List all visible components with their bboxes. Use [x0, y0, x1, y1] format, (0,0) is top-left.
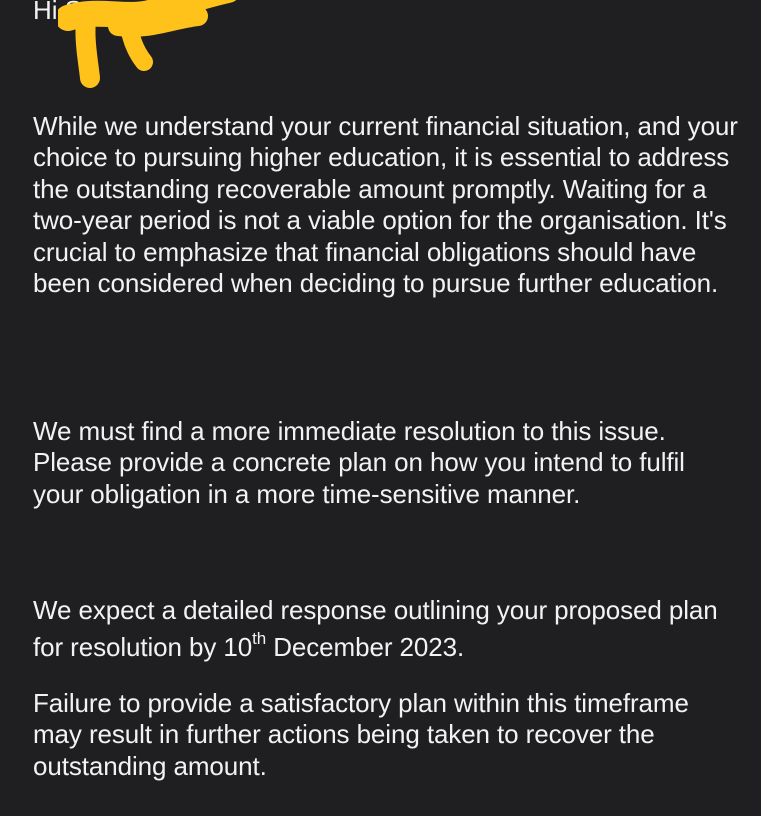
body-paragraph-2: We must find a more immediate resolution to this issue. Please provide a concrete plan on how you intend to fulfil your obligation in a more time-sensitive manner.: [33, 416, 685, 509]
body-paragraph-4: Failure to provide a satisfactory plan within this timeframe may result in further actions being taken to recover the outstanding amount.: [33, 688, 689, 781]
body-paragraph-1: While we understand your current financial situation, and your choice to pursuing higher education, it is essential to address the outstanding recoverable amount promptly. Waiting for a two-year period is not a viable option for the organisation. It's crucial to emphasize that financial obligations should have been considered when deciding to pursue further education.: [33, 111, 738, 299]
date-superscript: th: [252, 629, 267, 649]
body-paragraph-3: [33, 592, 738, 666]
redaction-scribble: [58, 0, 238, 90]
paragraph-3-text-before: We expect a detailed response outlining your proposed plan for resolution by 10: [33, 595, 718, 662]
greeting-text: Hi S: [33, 0, 83, 25]
paragraph-3-text-after: December 2023.: [266, 632, 465, 662]
